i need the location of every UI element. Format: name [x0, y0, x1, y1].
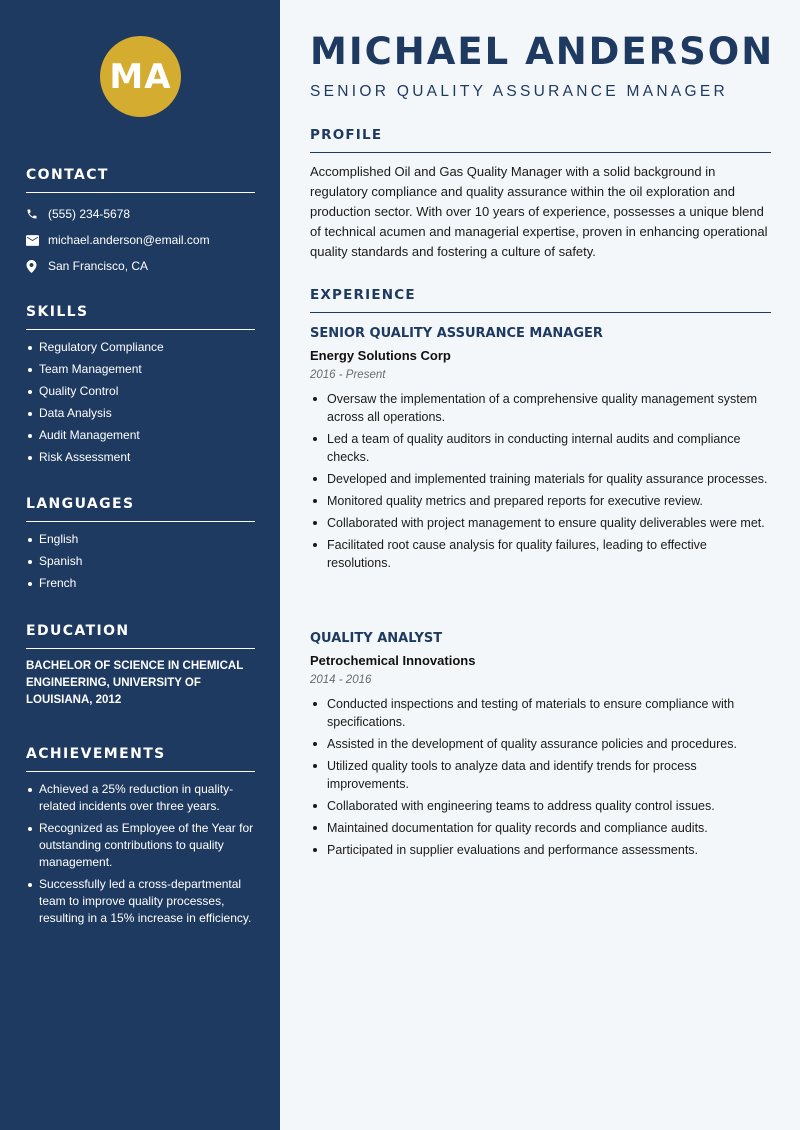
achievements-section [26, 746, 255, 932]
location-icon [26, 260, 48, 273]
profile-title: PROFILE [310, 127, 771, 153]
skill-item: Regulatory Compliance [26, 339, 255, 356]
skills-list [26, 339, 255, 466]
contact-location [26, 253, 255, 279]
contact-phone[interactable] [26, 201, 255, 227]
job-company: Energy Solutions Corp [310, 348, 451, 363]
job-bullet: Developed and implemented training materials for quality assurance processes. [310, 470, 771, 488]
avatar-initials: MA [109, 56, 172, 97]
experience-title: EXPERIENCE [310, 287, 771, 313]
job-bullet: Collaborated with project management to ensure quality deliverables were met. [310, 514, 771, 532]
language-item: French [26, 575, 255, 592]
achievement-item: Successfully led a cross-departmental team to improve quality processes, resulting in a 15% increase in efficiency. [26, 876, 255, 927]
job-bullets [310, 390, 771, 572]
contact-title: CONTACT [26, 167, 255, 193]
phone-icon [26, 208, 48, 220]
job-bullets [310, 695, 771, 859]
profile-section [310, 127, 771, 262]
experience-section [310, 287, 771, 313]
job-entry [310, 631, 771, 863]
skills-section [26, 304, 255, 471]
job-bullet: Maintained documentation for quality records and compliance audits. [310, 819, 771, 837]
languages-list [26, 531, 255, 592]
profile-text: Accomplished Oil and Gas Quality Manager with a solid background in regulatory compliance and quality assurance within the oil exploration and production sector. With over 10 years of experience, possesses a unique blend of technical acumen and managerial expertise, proven in enhancing operational quality standards and fostering a culture of safety. [310, 164, 768, 259]
languages-section [26, 496, 255, 597]
job-bullet: Participated in supplier evaluations and performance assessments. [310, 841, 771, 859]
candidate-role: SENIOR QUALITY ASSURANCE MANAGER [310, 83, 728, 100]
education-degree: BACHELOR OF SCIENCE IN CHEMICAL ENGINEERING, UNIVERSITY OF LOUISIANA, 2012 [26, 660, 244, 706]
skill-item: Quality Control [26, 383, 255, 400]
avatar [100, 36, 181, 117]
job-title: SENIOR QUALITY ASSURANCE MANAGER [310, 326, 603, 341]
achievements-list [26, 781, 255, 927]
job-bullet: Monitored quality metrics and prepared reports for executive review. [310, 492, 771, 510]
job-bullet: Led a team of quality auditors in conducting internal audits and compliance checks. [310, 430, 771, 466]
achievements-title: ACHIEVEMENTS [26, 746, 255, 772]
job-bullet: Facilitated root cause analysis for quality failures, leading to effective resolutions. [310, 536, 771, 572]
contact-section [26, 167, 255, 279]
job-dates: 2014 - 2016 [310, 674, 372, 686]
languages-title: LANGUAGES [26, 496, 255, 522]
job-bullet: Collaborated with engineering teams to address quality control issues. [310, 797, 771, 815]
job-bullet: Conducted inspections and testing of materials to ensure compliance with specifications. [310, 695, 771, 731]
job-bullet: Assisted in the development of quality assurance policies and procedures. [310, 735, 771, 753]
achievement-item: Recognized as Employee of the Year for outstanding contributions to quality management. [26, 820, 255, 871]
candidate-name: MICHAEL ANDERSON [310, 30, 775, 73]
job-title: QUALITY ANALYST [310, 631, 443, 646]
contact-email[interactable] [26, 227, 255, 253]
skill-item: Data Analysis [26, 405, 255, 422]
language-item: Spanish [26, 553, 255, 570]
email-icon [26, 235, 48, 246]
job-entry [310, 326, 771, 576]
sidebar [0, 0, 280, 1130]
skill-item: Audit Management [26, 427, 255, 444]
education-title: EDUCATION [26, 623, 255, 649]
job-bullet: Oversaw the implementation of a comprehensive quality management system across all operations. [310, 390, 771, 426]
language-item: English [26, 531, 255, 548]
skill-item: Risk Assessment [26, 449, 255, 466]
skills-title: SKILLS [26, 304, 255, 330]
job-company: Petrochemical Innovations [310, 653, 476, 668]
contact-location-text: San Francisco, CA [48, 259, 149, 273]
job-dates: 2016 - Present [310, 369, 386, 381]
achievement-item: Achieved a 25% reduction in quality-related incidents over three years. [26, 781, 255, 815]
job-bullet: Utilized quality tools to analyze data and identify trends for process improvements. [310, 757, 771, 793]
skill-item: Team Management [26, 361, 255, 378]
contact-phone-text: (555) 234-5678 [48, 207, 131, 221]
contact-email-text: michael.anderson@email.com [48, 233, 210, 247]
education-section [26, 623, 255, 709]
